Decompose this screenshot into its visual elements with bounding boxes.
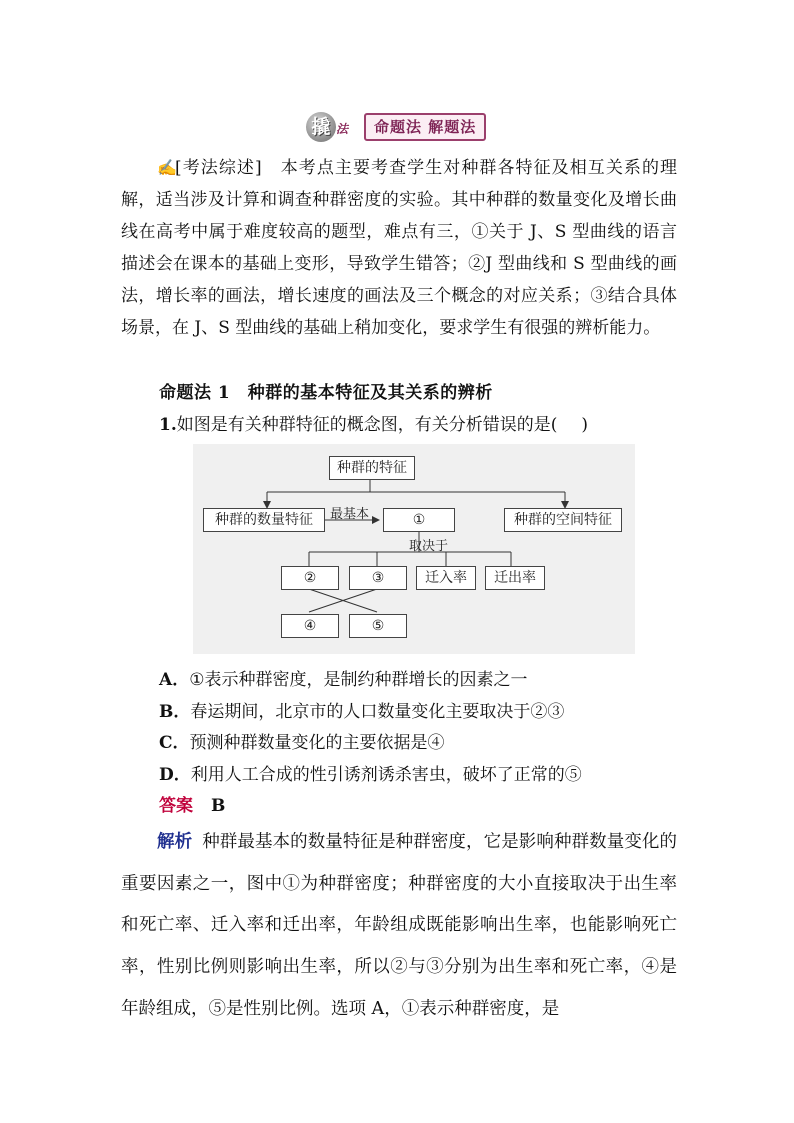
option-b-text: 春运期间，北京市的人口数量变化主要取决于②③ — [190, 702, 565, 722]
intro-text: 本考点主要考查学生对种群各特征及相互关系的理解，适当涉及计算和调查种群密度的实验。其中种群的数量变化及增长曲线在高考中属于难度较高的题型，难点有三，①关于 J、S 型曲线的语言描述会在课本的基础上变形，导致学生错答；②J 型曲线和 S 型曲线的画法，增长率的画法，增长速度的画法及三个概念的对应关系；③结合具体场景，在 J、S 型曲线的基础上稍加变化，要求学生有很强的辨析能力。 — [121, 158, 678, 338]
badge-label: 命题法 解题法 — [364, 113, 486, 141]
method-heading: 命题法 1 种群的基本特征及其关系的辨析 — [159, 383, 493, 403]
emblem-sub: 法 — [336, 122, 349, 136]
question-close: ) — [581, 415, 589, 435]
analysis-paragraph — [121, 822, 677, 1031]
question-text: 如图是有关种群特征的概念图，有关分析错误的是( — [176, 415, 558, 435]
option-a-letter: A． — [159, 670, 190, 690]
emblem-char: 撬 — [306, 112, 336, 142]
question-number: 1. — [159, 415, 177, 435]
analysis-text: 种群最基本的数量特征是种群密度，它是影响种群数量变化的重要因素之一，图中①为种群密度；种群密度的大小直接取决于出生率和死亡率、迁入率和迁出率，年龄组成既能影响出生率，也能影响死亡率，性别比例则影响出生率，所以②与③分别为出生率和死亡率，④是年龄组成，⑤是性别比例。选项 A，①表示种群密度，是 — [121, 832, 678, 1019]
option-b-letter: B． — [159, 702, 191, 722]
badge-emblem-icon — [306, 112, 364, 142]
diagram-box-2: ② — [281, 566, 339, 590]
option-d — [159, 760, 582, 785]
section-badge — [306, 112, 486, 142]
diagram-box-5: ⑤ — [349, 614, 407, 638]
concept-diagram — [193, 444, 635, 654]
diagram-box-emigration: 迁出率 — [485, 566, 545, 590]
section-tag: [考法综述] — [175, 158, 262, 178]
diagram-box-1: ① — [383, 508, 455, 532]
option-c — [159, 728, 445, 753]
diagram-box-4: ④ — [281, 614, 339, 638]
analysis-label: 解析 — [157, 832, 193, 852]
diagram-box-top: 种群的特征 — [329, 456, 415, 480]
pen-icon: ✍ — [157, 158, 177, 177]
diagram-box-spatial: 种群的空间特征 — [504, 508, 622, 532]
option-c-text: 预测种群数量变化的主要依据是④ — [189, 733, 445, 753]
intro-paragraph — [121, 152, 677, 344]
option-a — [159, 665, 527, 690]
option-d-letter: D． — [159, 765, 191, 785]
diagram-box-quantity: 种群的数量特征 — [203, 508, 325, 532]
diagram-box-immigration: 迁入率 — [416, 566, 476, 590]
option-a-text: ①表示种群密度，是制约种群增长的因素之一 — [189, 670, 528, 690]
answer-line — [159, 791, 225, 816]
option-b — [159, 697, 564, 722]
option-d-text: 利用人工合成的性引诱剂诱杀害虫，破坏了正常的⑤ — [190, 765, 582, 785]
option-c-letter: C． — [159, 733, 190, 753]
diagram-box-3: ③ — [349, 566, 407, 590]
question-stem — [159, 410, 588, 435]
diagram-arrow-label: 最基本 — [330, 507, 370, 522]
answer-value: B — [211, 796, 226, 816]
answer-label: 答案 — [159, 796, 193, 816]
diagram-depends-label: 取决于 — [409, 539, 449, 554]
